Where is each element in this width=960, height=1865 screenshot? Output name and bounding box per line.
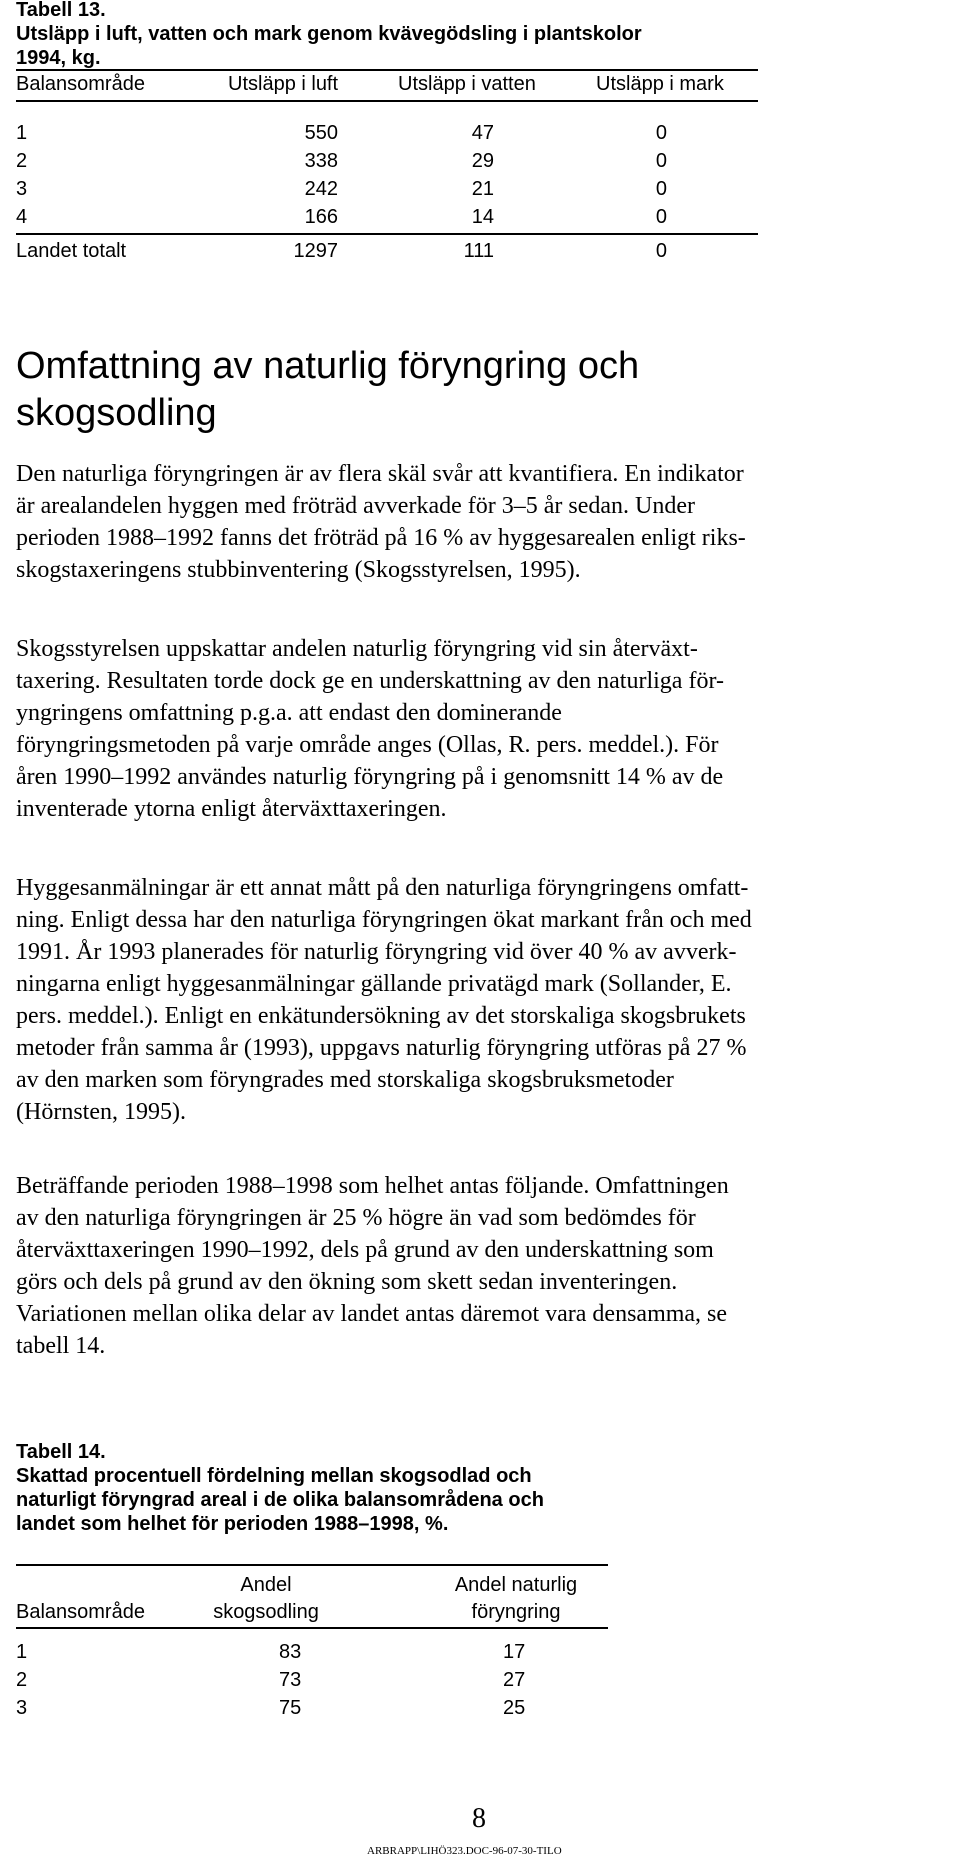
- paragraph-line: perioden 1988–1992 fanns det fröträd på 16 % av hyggesarealen enligt riks-: [16, 525, 746, 551]
- table13-caption-label: Tabell 13.: [16, 0, 106, 21]
- table-cell: 3: [16, 178, 28, 200]
- table-row: [16, 177, 758, 201]
- paragraph-line: Beträffande perioden 1988–1998 som helhet antas följande. Omfattningen: [16, 1173, 729, 1199]
- table13-total-row: [16, 239, 758, 263]
- table-cell: 0: [655, 150, 667, 172]
- paragraph-line: är arealandelen hyggen med fröträd avverkade för 3–5 år sedan. Under: [16, 493, 696, 519]
- table-cell: 3: [16, 1697, 28, 1719]
- table-cell: 73: [279, 1669, 302, 1691]
- table-cell: 1: [16, 1641, 28, 1663]
- table-cell: 242: [304, 178, 338, 200]
- paragraph-line: 1991. År 1993 planerades för naturlig föryngring vid över 40 % av avverk-: [16, 939, 737, 965]
- paragraph-line: pers. meddel.). Enligt en enkätundersökning av det storskaliga skogsbrukets: [16, 1003, 746, 1029]
- table-cell: 1297: [293, 240, 338, 262]
- table14-caption: [16, 1440, 544, 1536]
- paragraph: [16, 1170, 946, 1362]
- table13-caption: [16, 0, 642, 70]
- table13: [16, 72, 758, 272]
- paragraph-line: av den naturliga föryngringen är 25 % högre än vad som bedömdes för: [16, 1205, 696, 1231]
- table-cell: 17: [503, 1641, 526, 1663]
- table-cell: 21: [471, 178, 494, 200]
- paragraph-line: yngringens omfattning p.g.a. att endast den dominerande: [16, 700, 562, 726]
- table-cell: 83: [279, 1641, 302, 1663]
- table14-top-rule: [16, 1564, 608, 1566]
- section-heading-line: skogsodling: [16, 392, 217, 434]
- table13-header-cell: Utsläpp i mark: [596, 73, 724, 95]
- paragraph-line: åren 1990–1992 användes naturlig föryngring på i genomsnitt 14 % av de: [16, 764, 724, 790]
- section-heading-line: Omfattning av naturlig föryngring och: [16, 345, 640, 387]
- table-cell: 75: [279, 1697, 302, 1719]
- table-cell: 1: [16, 122, 28, 144]
- table14-header-rule: [16, 1627, 608, 1629]
- table14-caption-label: Tabell 14.: [16, 1441, 106, 1463]
- table-cell: 2: [16, 1669, 28, 1691]
- table-cell: 4: [16, 206, 28, 228]
- table-cell: 550: [304, 122, 338, 144]
- table13-caption-line: Utsläpp i luft, vatten och mark genom kvävegödsling i plantskolor: [16, 23, 642, 45]
- paragraph-line: inventerade ytorna enligt återväxttaxeringen.: [16, 796, 447, 822]
- paragraph: [16, 872, 946, 1128]
- paragraph-line: taxering. Resultaten torde dock ge en underskattning av den naturliga för-: [16, 668, 724, 694]
- table-cell: 0: [655, 206, 667, 228]
- table14-header-line: föryngring: [471, 1601, 561, 1623]
- table-row: [16, 205, 758, 229]
- table13-header-row: [16, 72, 758, 96]
- table13-header-rule: [16, 100, 758, 102]
- paragraph-line: skogstaxeringens stubbinventering (Skogsstyrelsen, 1995).: [16, 557, 581, 583]
- table14-header-cell: Balansområde: [16, 1601, 145, 1623]
- table-cell: Landet totalt: [16, 240, 127, 262]
- table-cell: 0: [655, 122, 667, 144]
- paragraph-line: görs och dels på grund av den ökning som skett sedan inventeringen.: [16, 1269, 678, 1295]
- paragraph-line: föryngringsmetoden på varje område anges (Ollas, R. pers. meddel.). För: [16, 732, 719, 758]
- paragraph-line: Variationen mellan olika delar av landet antas däremot vara densamma, se: [16, 1301, 728, 1327]
- paragraph-line: ningarna enligt hyggesanmälningar gällande privatägd mark (Sollander, E.: [16, 971, 732, 997]
- table13-total-rule: [16, 233, 758, 235]
- paragraph-line: återväxttaxeringen 1990–1992, dels på grund av den underskattning som: [16, 1237, 714, 1263]
- table-cell: 25: [503, 1697, 526, 1719]
- file-reference: ARBRAPP\LIHÖ323.DOC-96-07-30-TILO: [367, 1845, 562, 1857]
- table14-header-cell: [426, 1573, 606, 1624]
- table14-header-line: Andel naturlig: [454, 1574, 578, 1596]
- table13-header-cell: Utsläpp i luft: [228, 73, 339, 95]
- page-number: 8: [472, 1803, 486, 1834]
- table-row: [16, 1640, 608, 1664]
- table-cell: 2: [16, 150, 28, 172]
- table13-caption-line: 1994, kg.: [16, 47, 101, 69]
- table-cell: 27: [503, 1669, 526, 1691]
- table13-top-rule: [16, 69, 758, 71]
- table-row: [16, 149, 758, 173]
- table-cell: 0: [655, 240, 667, 262]
- table14-caption-line: Skattad procentuell fördelning mellan skogsodlad och: [16, 1465, 532, 1487]
- table14-header-line: Andel: [240, 1574, 292, 1596]
- paragraph-line: (Hörnsten, 1995).: [16, 1099, 186, 1125]
- table-row: [16, 1696, 608, 1720]
- paragraph: [16, 633, 946, 825]
- paragraph-line: Hyggesanmälningar är ett annat mått på den naturliga föryngringens omfatt-: [16, 875, 749, 901]
- table13-header-cell: Balansområde: [16, 73, 145, 95]
- paragraph: [16, 458, 946, 586]
- section-heading: [16, 343, 639, 437]
- table-cell: 14: [471, 206, 494, 228]
- paragraph-line: metoder från samma år (1993), uppgavs naturlig föryngring utföras på 27 %: [16, 1035, 747, 1061]
- paragraph-line: Skogsstyrelsen uppskattar andelen naturlig föryngring vid sin återväxt-: [16, 636, 698, 662]
- paragraph-line: ning. Enligt dessa har den naturliga föryngringen ökat markant från och med: [16, 907, 752, 933]
- table14-caption-line: landet som helhet för perioden 1988–1998, %.: [16, 1513, 449, 1535]
- paragraph-line: av den marken som föryngrades med storskaliga skogsbruksmetoder: [16, 1067, 674, 1093]
- table-cell: 338: [304, 150, 338, 172]
- table14-header-cell: [186, 1573, 346, 1624]
- paragraph-line: tabell 14.: [16, 1333, 106, 1359]
- table-cell: 47: [471, 122, 494, 144]
- table-row: [16, 121, 758, 145]
- table-cell: 29: [471, 150, 494, 172]
- table-cell: 0: [655, 178, 667, 200]
- table13-header-cell: Utsläpp i vatten: [398, 73, 536, 95]
- paragraph-line: Den naturliga föryngringen är av flera skäl svår att kvantifiera. En indikator: [16, 461, 744, 487]
- table14-caption-line: naturligt föryngrad areal i de olika balansområdena och: [16, 1489, 544, 1511]
- table-row: [16, 1668, 608, 1692]
- table14: [16, 1568, 608, 1728]
- table-cell: 111: [463, 240, 494, 262]
- table-cell: 166: [304, 206, 338, 228]
- table14-header-line: skogsodling: [213, 1601, 319, 1623]
